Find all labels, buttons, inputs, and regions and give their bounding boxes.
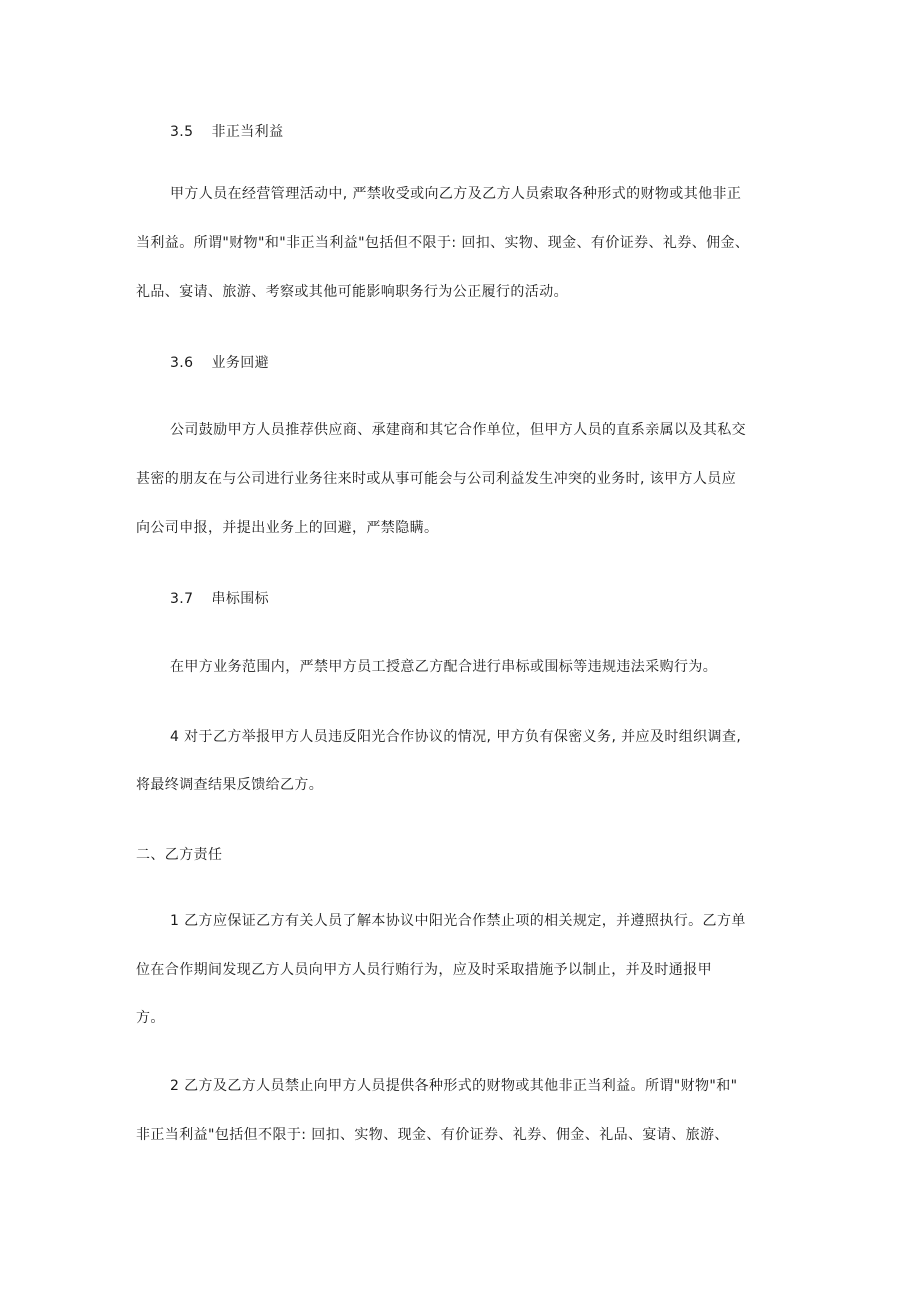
section-3-5-line-3: 礼品、宴请、旅游、考察或其他可能影响职务行为公正履行的活动。 xyxy=(136,284,568,300)
section-title: 串标围标 xyxy=(211,591,270,607)
section-3-6-heading xyxy=(170,353,269,373)
section-3-6-line-3: 向公司申报，并提出业务上的回避，严禁隐瞒。 xyxy=(136,520,439,536)
section-3-5-line-2: 当利益。所谓"财物"和"非正当利益"包括但不限于: 回扣、实物、现金、有价证券、礼券、佣金、 xyxy=(136,235,750,251)
item-b1-line-1: 1 乙方应保证乙方有关人员了解本协议中阳光合作禁止项的相关规定，并遵照执行。乙方单 xyxy=(170,913,746,929)
item-4-line-2: 将最终调查结果反馈给乙方。 xyxy=(136,777,324,793)
item-b2-line-1: 2 乙方及乙方人员禁止向甲方人员提供各种形式的财物或其他非正当利益。所谓"财物"和" xyxy=(170,1078,738,1094)
section-number: 3.5 xyxy=(170,124,194,140)
section-title: 业务回避 xyxy=(211,355,270,371)
section-3-7-heading xyxy=(170,589,269,609)
section-3-7-line-1: 在甲方业务范围内，严禁甲方员工授意乙方配合进行串标或围标等违规违法采购行为。 xyxy=(170,659,718,675)
item-b1-line-3: 方。 xyxy=(136,1010,165,1026)
item-b1-line-2: 位在合作期间发现乙方人员向甲方人员行贿行为，应及时采取措施予以制止，并及时通报甲 xyxy=(136,962,712,978)
section-title: 非正当利益 xyxy=(211,124,284,140)
section-3-5-line-1: 甲方人员在经营管理活动中, 严禁收受或向乙方及乙方人员索取各种形式的财物或其他非正 xyxy=(170,186,742,202)
section-3-6-line-2: 甚密的朋友在与公司进行业务往来时或从事可能会与公司利益发生冲突的业务时, 该甲方人员应 xyxy=(136,471,737,487)
item-4-line-1: 4 对于乙方举报甲方人员违反阳光合作协议的情况, 甲方负有保密义务, 并应及时组织调查, xyxy=(170,729,742,745)
section-3-6-line-1: 公司鼓励甲方人员推荐供应商、承建商和其它合作单位，但甲方人员的直系亲属以及其私交 xyxy=(170,422,746,438)
part-2-heading: 二、乙方责任 xyxy=(136,847,223,863)
section-number: 3.7 xyxy=(170,591,194,607)
section-number: 3.6 xyxy=(170,355,194,371)
section-3-5-heading xyxy=(170,122,283,142)
item-b2-line-2: 非正当利益"包括但不限于: 回扣、实物、现金、有价证券、礼券、佣金、礼品、宴请、旅游、 xyxy=(136,1127,729,1143)
